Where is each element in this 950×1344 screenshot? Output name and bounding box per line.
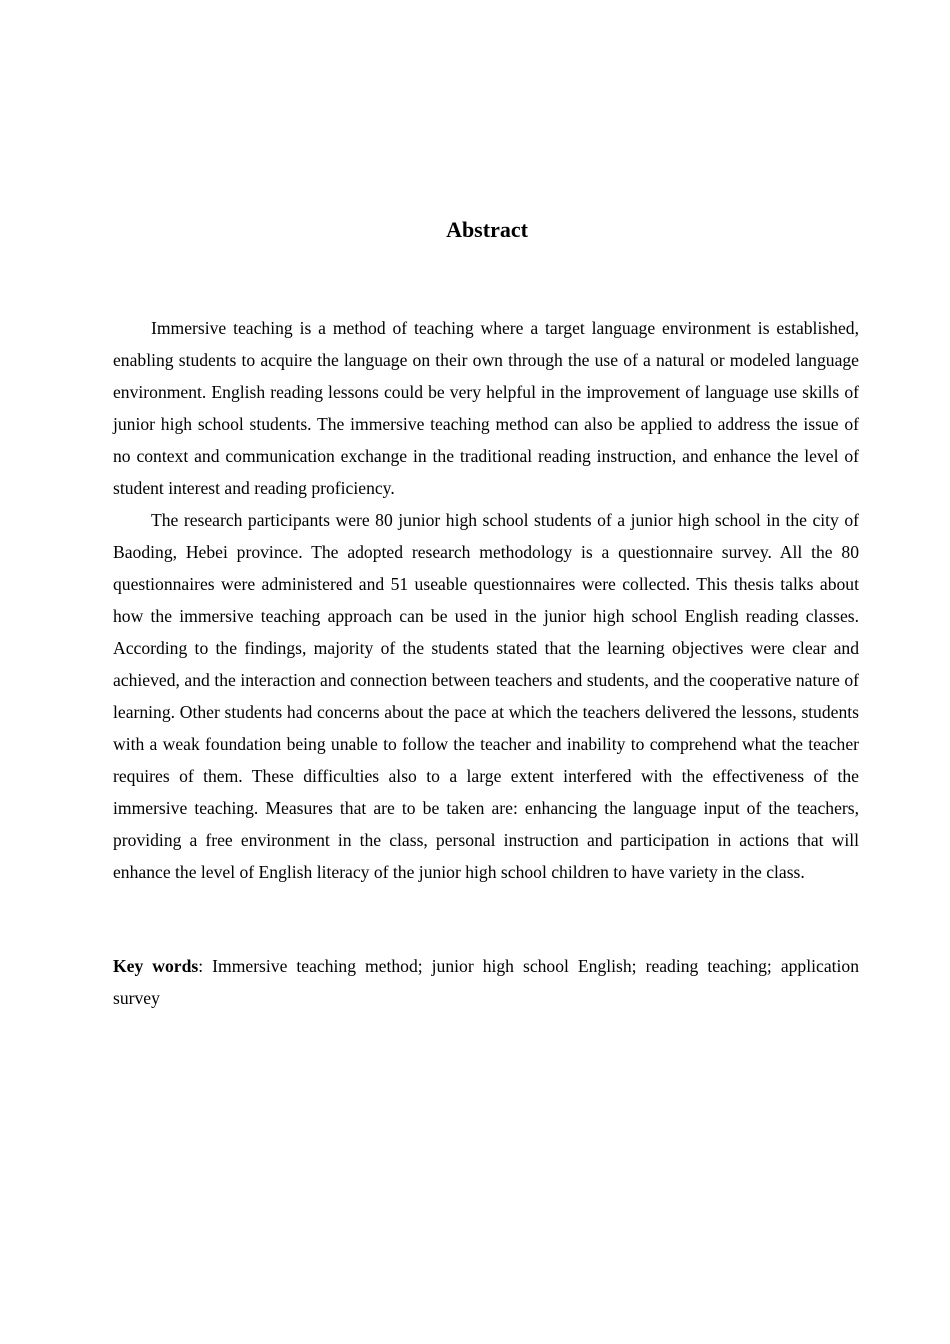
keywords-line bbox=[113, 950, 859, 1014]
abstract-title: Abstract bbox=[446, 217, 528, 242]
keywords-label: Key words bbox=[113, 956, 199, 976]
abstract-paragraph-1: Immersive teaching is a method of teaching where a target language environment is established, enabling students to acquire the language on their own through the use of a natural or modeled language environment. English reading lessons could be very helpful in the improvement of language use skills of junior high school students. The immersive teaching method can also be applied to address the issue of no context and communication exchange in the traditional reading instruction, and enhance the level of student interest and reading proficiency. bbox=[113, 318, 859, 498]
keywords-separator: : bbox=[198, 956, 213, 976]
keywords-text: Immersive teaching method; junior high school English; reading teaching; application survey bbox=[113, 956, 859, 1008]
abstract-paragraph-2: The research participants were 80 junior high school students of a junior high school in the city of Baoding, Hebei province. The adopted research methodology is a questionnaire survey. All the 80 questionnaires were administered and 51 useable questionnaires were collected. This thesis talks about how the immersive teaching approach can be used in the junior high school English reading classes. According to the findings, majority of the students stated that the learning objectives were clear and achieved, and the interaction and connection between teachers and students, and the cooperative nature of learning. Other students had concerns about the pace at which the teachers delivered the lessons, students with a weak foundation being unable to follow the teacher and inability to comprehend what the teacher requires of them. These difficulties also to a large extent interfered with the effectiveness of the immersive teaching. Measures that are to be taken are: enhancing the language input of the teachers, providing a free environment in the class, personal instruction and participation in actions that will enhance the level of English literacy of the junior high school children to have variety in the class. bbox=[113, 510, 859, 882]
abstract-body bbox=[113, 312, 859, 888]
